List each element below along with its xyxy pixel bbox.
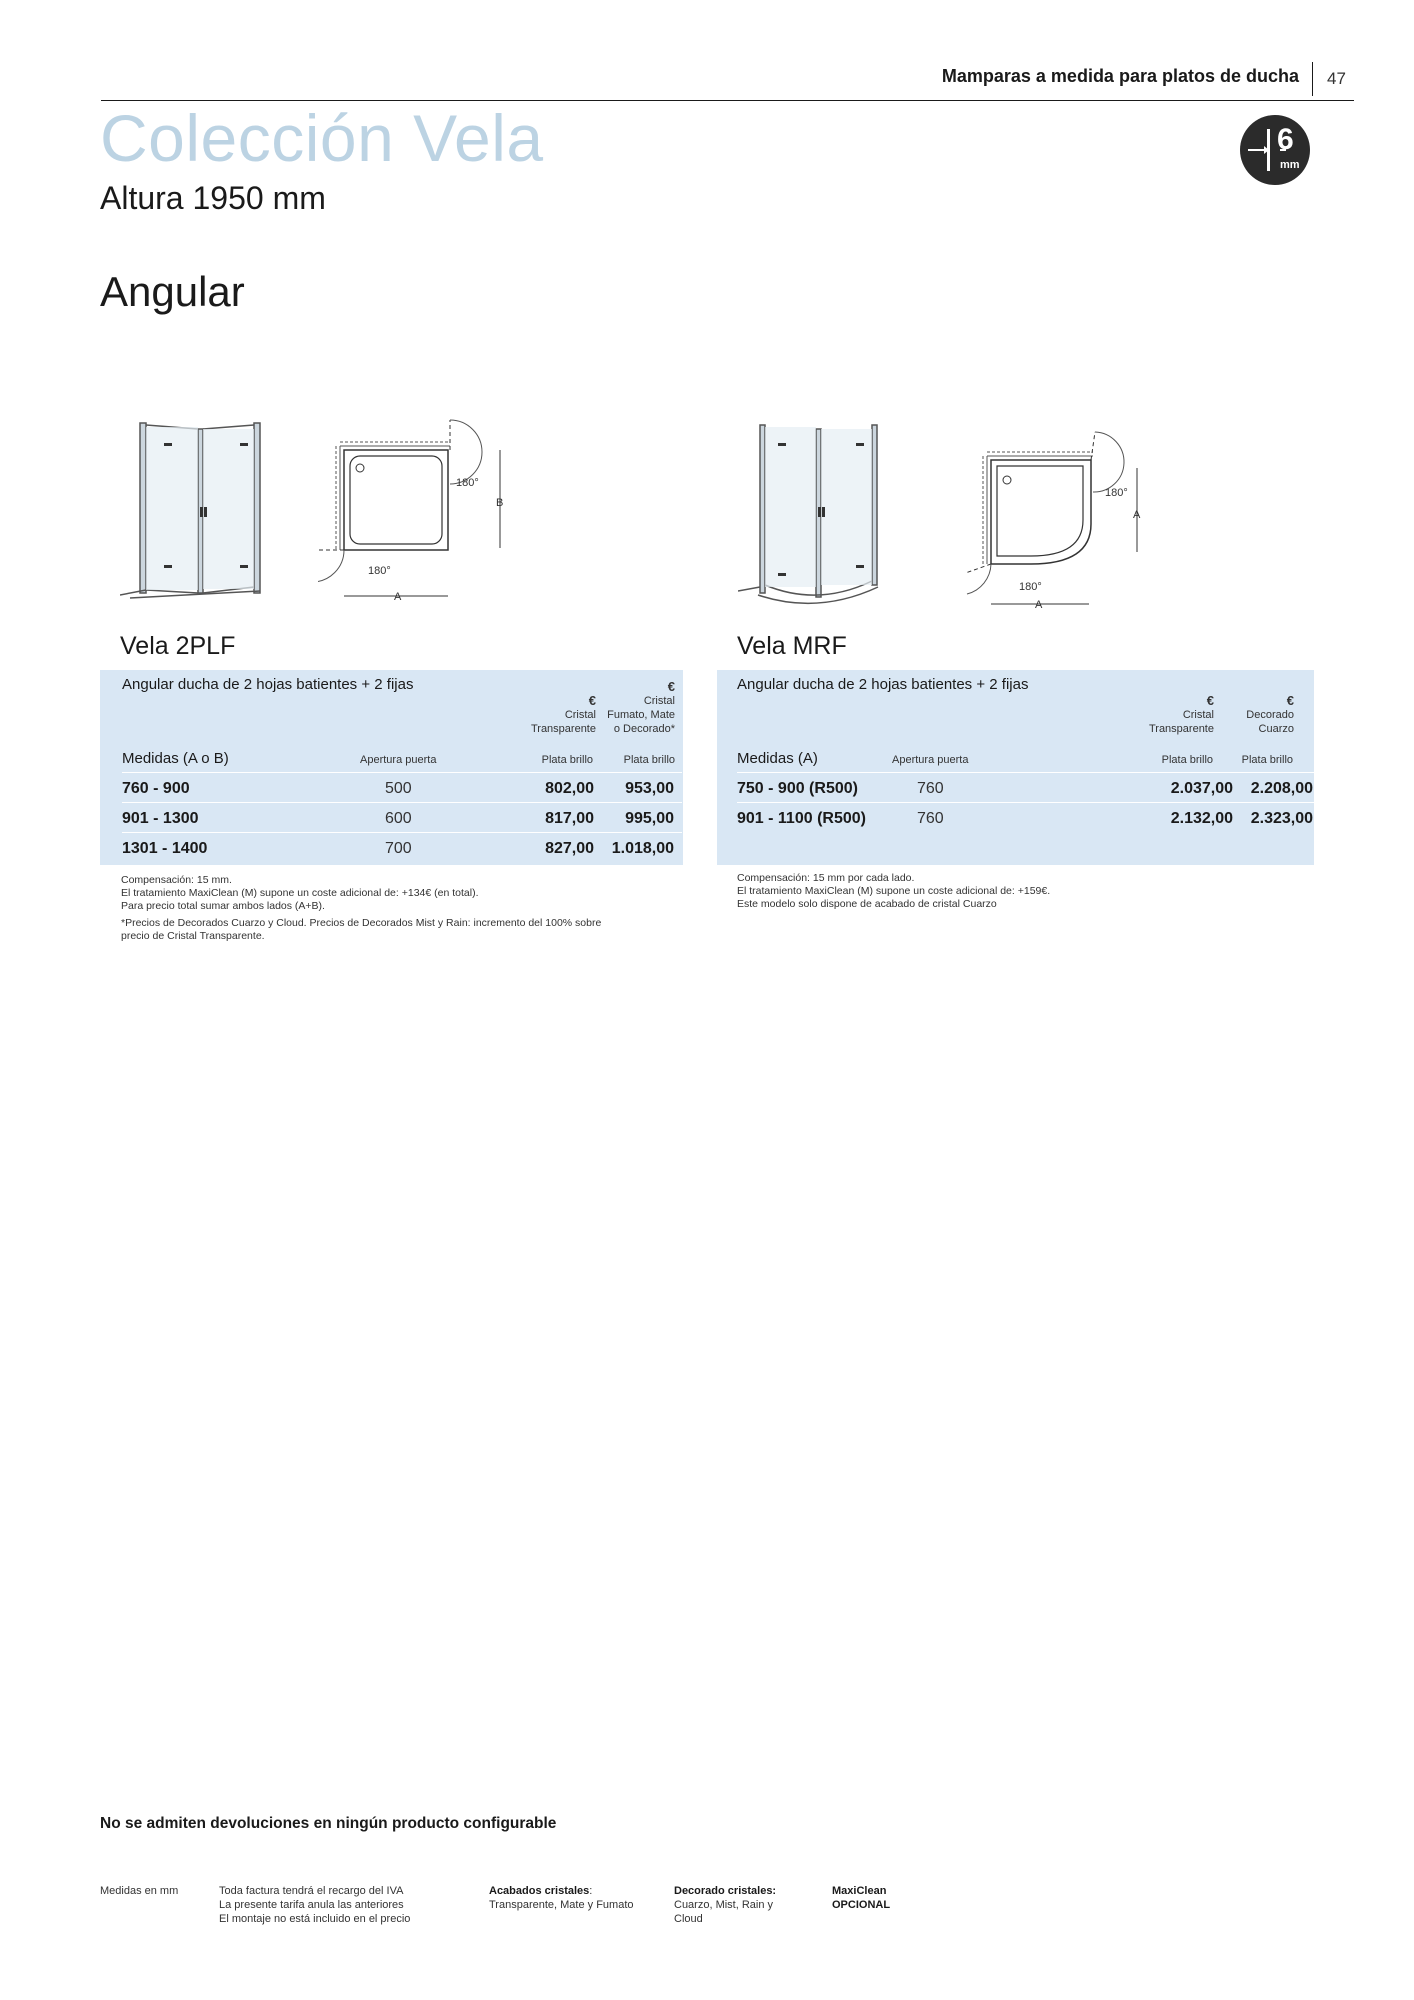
table-row: 760 - 900 500 802,00 953,00 [122,772,682,803]
footer-terms: Toda factura tendrá el recargo del IVA La presente tarifa anula las anteriores El montaje no está incluido en el precio [219,1885,411,1925]
vela-2plf-floor-plan [318,418,518,608]
price-table-vela-mrf [717,670,1314,865]
angle-label-bottom: 180° [368,565,391,577]
dimension-b-label: B [496,497,504,509]
product-name-vela-2plf: Vela 2PLF [120,632,236,660]
measure-column-label: Medidas (A o B) [122,750,229,767]
euro-sign: € [1206,693,1214,708]
footer-glass-finishes: Acabados cristales: Transparente, Mate y Fumato [489,1885,634,1911]
glass-bar-icon [1267,129,1270,171]
product-description: Angular ducha de 2 hojas batientes + 2 fijas [737,676,1029,693]
table-row: 901 - 1300 600 817,00 995,00 [122,802,682,833]
dimension-a-label: A [394,591,402,603]
glass-thickness-badge [1240,115,1310,185]
price-header-transparente: € Cristal Transparente [1124,694,1214,736]
header-separator [1312,62,1313,96]
price-header-cuarzo: € Decorado Cuarzo [1204,694,1294,736]
notes-vela-mrf: Compensación: 15 mm por cada lado. El tratamiento MaxiClean (M) supone un coste adicional de: +159€. Este modelo solo dispone de acabado de cristal Cuarzo [737,872,1051,910]
page-number: 47 [1327,69,1346,88]
badge-unit: mm [1280,159,1300,171]
price-header-transparente: € Cristal Transparente [506,694,596,736]
door-column-label: Apertura puerta [360,754,437,766]
angle-label-top: 180° [1105,487,1128,499]
euro-sign: € [667,679,675,694]
vela-mrf-floor-plan [965,428,1165,618]
table-row: 901 - 1100 (R500) 760 2.132,00 2.323,00 [737,802,1314,833]
vela-2plf-product-drawing [120,415,290,605]
euro-sign: € [588,693,596,708]
finish-label-2: Plata brillo [623,754,675,766]
finish-label-1: Plata brillo [541,754,593,766]
product-name-vela-mrf: Vela MRF [737,632,847,660]
finish-label-1: Plata brillo [1161,754,1213,766]
notes-vela-2plf: Compensación: 15 mm. El tratamiento MaxiClean (M) supone un coste adicional de: +134€ (en total). Para precio total sumar ambos lados (A+B). *Precios de Decorados Cuarzo y Cloud. Precios de Decorados Mist y Rain: incremento del 100% sobre precio de Cristal Transparente. [121,874,602,942]
badge-number: 6 [1277,123,1294,156]
product-description: Angular ducha de 2 hojas batientes + 2 fijas [122,676,414,693]
finish-label-2: Plata brillo [1241,754,1293,766]
running-header-title: Mamparas a medida para platos de ducha [941,66,1299,86]
measure-column-label: Medidas (A) [737,750,818,767]
vela-mrf-product-drawing [738,415,908,605]
collection-subtitle: Altura 1950 mm [100,180,326,216]
arrows-icon [1240,115,1310,185]
footer-maxiclean: MaxiClean OPCIONAL [832,1885,891,1911]
returns-notice: No se admiten devoluciones en ningún producto configurable [100,1815,557,1832]
footer-units: Medidas en mm [100,1885,179,1897]
collection-title: Colección Vela [100,101,544,175]
angle-label-top: 180° [456,477,479,489]
price-header-fumato: € Cristal Fumato, Mate o Decorado* [585,680,675,736]
price-table-vela-2plf [100,670,683,865]
table-row: 750 - 900 (R500) 760 2.037,00 2.208,00 [737,772,1314,803]
section-title: Angular [100,268,245,315]
table-row: 1301 - 1400 700 827,00 1.018,00 [122,832,682,863]
door-column-label: Apertura puerta [892,754,969,766]
footer-decorated-glass: Decorado cristales: Cuarzo, Mist, Rain y Cloud [674,1885,777,1925]
dimension-a-label: A [1035,599,1043,611]
angle-label-bottom: 180° [1019,581,1042,593]
dimension-a-side-label: A [1133,509,1141,521]
euro-sign: € [1286,693,1294,708]
